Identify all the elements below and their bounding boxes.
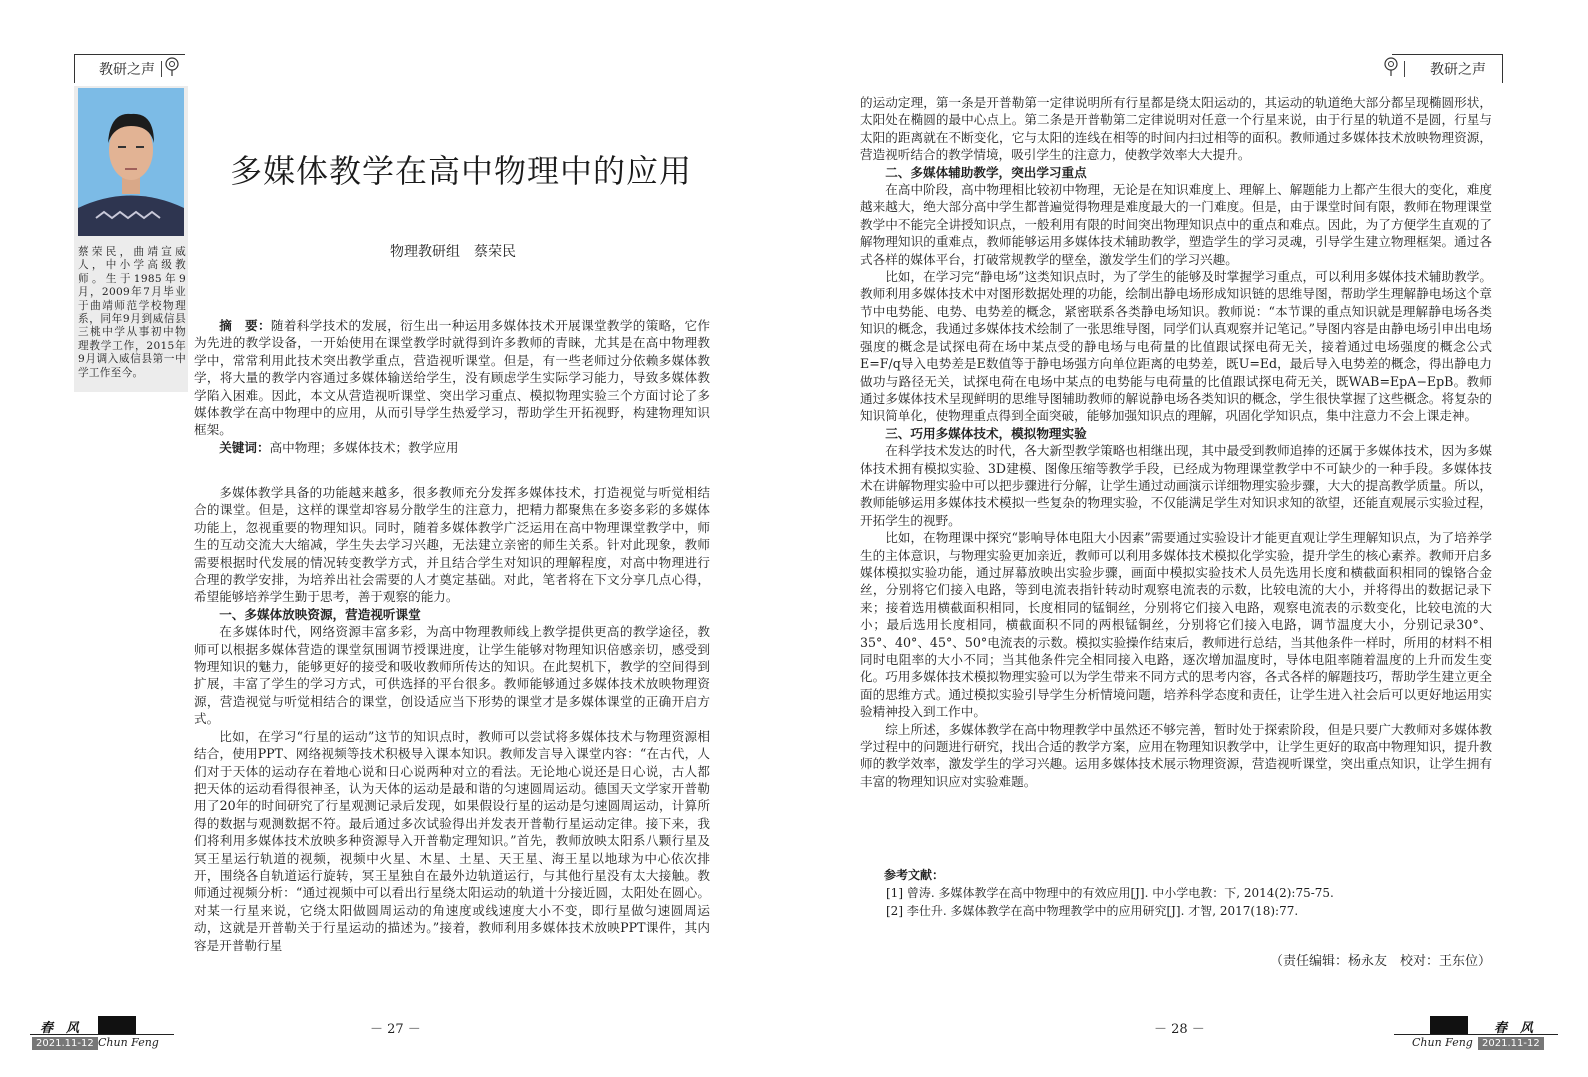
abstract-text: 随着科学技术的发展，衍生出一种运用多媒体技术开展课堂教学的策略，它作为先进的教学设备，一开始使用在课堂教学时就得到许多教师的青睐，尤其是在高中物理教学中，常常利用此技术突出教学重点，营造视听课堂。但是，有一些老师过分依赖多媒体教学，将大量的教学内容通过多媒体输送给学生，没有顾虑学生实际学习能力，导致多媒体教学陷入困难。因此，本文从营造视听课堂、突出学习重点、模拟物理实验三个方面讨论了多媒体教学在高中物理中的应用，从而引导学生热爱学习，帮助学生开拓视野，构建物理知识框架。 xyxy=(194,318,711,438)
tree-icon xyxy=(1382,57,1400,79)
intro-paragraph: 多媒体教学具备的功能越来越多，很多教师充分发挥多媒体技术，打造视觉与听觉相结合的课堂。但是，这样的课堂却容易分散学生的注意力，把精力都聚焦在多姿多彩的多媒体功能上，忽视重要的物理知识。同时，随着多媒体教学广泛运用在高中物理课堂教学中，师生的互动交流大大缩减，学生失去学习兴趣，无法建立亲密的师生关系。针对此现象，教师需要根据时代发展的情况转变教学方式，并且结合学生对知识的理解程度，对高中物理进行合理的教学安排，为培养出社会需要的人才奠定基础。对此，笔者将在下文分享几点心得，希望能够培养学生勤于思考，善于观察的能力。 xyxy=(194,485,710,605)
footer-rule xyxy=(1394,1034,1558,1035)
tree-icon xyxy=(163,57,181,79)
reference-item: [2] 李仕升. 多媒体教学在高中物理教学中的应用研究[J]. 才智, 2017(18):77. xyxy=(886,904,1299,918)
footer-brand: 春 风 xyxy=(40,1021,80,1036)
footer-brand: 春 风 xyxy=(1494,1021,1534,1036)
footer-date: 2021.11-12 xyxy=(32,1037,98,1050)
article-title: 多媒体教学在高中物理中的应用 xyxy=(230,152,693,190)
body-paragraph: 比如，在学习“行星的运动”这节的知识点时，教师可以尝试将多媒体技术与物理资源相结合，使用PPT、网络视频等技术积极导入课本知识。教师发言导入课堂内容：“在古代，人们对于天体的运动存在着地心说和日心说两种对立的看法。无论地心说还是日心说，古人都把天体的运动看得很神圣，认为天体的运动是最和谐的匀速圆周运动。德国天文学家开普勒用了20年的时间研究了行星观测记录后发现，如果假设行星的运动是匀速圆周运动，计算所得的数据与观测数据不符。最后通过多次试验得出并发表开普勒行星运动定律。接下来，我们将利用多媒体技术放映多种资源导入开普勒定理知识。”首先，教师放映太阳系八颗行星及冥王星运行轨道的视频，视频中火星、木星、土星、天王星、海王星以地球为中心依次排开，围绕各自轨道运行旋转，冥王星独自在最外边轨道运行，与其他行星没有太大接触。教师通过视频分析：“通过视频中可以看出行星绕太阳运动的轨道十分接近圆，太阳处在圆心。对某一行星来说，它绕太阳做圆周运动的角速度或线速度大小不变，即行星做匀速圆周运动，这就是开普勒关于行星运动的描述为。”接着，教师利用多媒体技术放映PPT课件，其内容是开普勒行星 xyxy=(194,728,710,953)
footer-block xyxy=(98,1016,136,1034)
footer-brand-en: Chun Feng xyxy=(98,1036,159,1049)
section-header-left xyxy=(74,54,185,83)
page-number: － 28 － xyxy=(1154,1022,1205,1037)
abstract-label: 摘 要： xyxy=(219,318,271,333)
continued-paragraph: 的运动定理，第一条是开普勒第一定律说明所有行星都是绕太阳运动的，其运动的轨道绝大部分都呈现椭圆形状，太阳处在椭圆的最中心点上。第二条是开普勒第二定律说明对任意一个行星来说，由于行星的轨道不是圆，行星与太阳的距离就在不断变化，它与太阳的连线在相等的时间内扫过相等的面积。教师通过多媒体技术放映物理资源，营造视听结合的教学情境，吸引学生的注意力，使教学效率大大提升。 xyxy=(860,95,1492,163)
section-heading: 二、多媒体辅助教学，突出学习重点 xyxy=(885,164,1087,180)
keywords-label: 关键词： xyxy=(219,439,270,455)
left-column-body xyxy=(194,484,710,954)
footer-block xyxy=(1430,1016,1468,1034)
page-number: － 27 － xyxy=(370,1022,421,1037)
body-paragraph: 在多媒体时代，网络资源丰富多彩，为高中物理教师线上教学提供更高的教学途径，教师可以根据多媒体营造的课堂氛围调节授课进度，让学生能够对物理知识倍感亲切，感受到物理知识的魅力，能够更好的接受和吸收教师所传达的知识。在此契机下，教学的空间得到扩展，丰富了学生的学习方式，可供选择的平台很多。教师能够通过多媒体技术放映物理资源，营造视觉与听觉相结合的课堂，创设适应当下形势的课堂才是多媒体课堂的正确开启方式。 xyxy=(194,624,710,727)
section-label: 教研之声 xyxy=(1430,62,1486,78)
keywords-text: 高中物理；多媒体技术；教学应用 xyxy=(269,439,459,455)
author-photo xyxy=(78,88,184,236)
header-divider xyxy=(161,61,162,77)
right-column-body xyxy=(860,94,1492,790)
references-title: 参考文献： xyxy=(884,868,945,882)
body-paragraph: 综上所述，多媒体教学在高中物理教学中虽然还不够完善，暂时处于探索阶段，但是只要广大教师对多媒体教学过程中的问题进行研究，找出合适的教学方案，应用在物理知识教学中，让学生更好的取高中物理知识，提升教师的教学效率，激发学生的学习兴趣。运用多媒体技术展示物理资源，营造视听课堂，突出重点知识，让学生拥有丰富的物理知识应对实验难题。 xyxy=(860,721,1492,789)
footer-brand-en: Chun Feng xyxy=(1412,1036,1473,1049)
references xyxy=(860,866,1492,920)
body-paragraph: 比如，在学习完“静电场”这类知识点时，为了学生的能够及时掌握学习重点，可以利用多媒体技术辅助教学。教师利用多媒体技术中对图形数据处理的功能，绘制出静电场形成知识链的思维导图，帮助学生理解静电场这个章节中电势能、电势、电势差的概念，紧密联系各类静电场知识。教师说：“本节课的重点知识就是理解静电场各类知识的概念，我通过多媒体技术绘制了一张思维导图，同学们认真观察并记笔记。”导图内容是由静电场引申出电场强度的概念是试探电荷在场中某点受的静电场与电荷量的比值跟试探电荷无关，接着通过电场强度的概念公式E=F/q导入电势差是E数值等于静电场强方向单位距离的电势差，既U=Ed，最后导入电势差的概念，得出静电力做功与路径无关，试探电荷在电场中某点的电势能与电荷量的比值跟试探电荷无关，既WAB=EpA−EpB。教师通过多媒体技术呈现鲜明的思维导图辅助教师的解说静电场各类知识的概念，学生很快掌握了这些概念。将复杂的知识简单化，使物理重点得到全面突破，能够加强知识点的理解，巩固化学知识点，集中注意力不会上课走神。 xyxy=(860,269,1492,424)
body-paragraph: 在高中阶段，高中物理相比较初中物理，无论是在知识难度上、理解上、解题能力上都产生很大的变化，难度越来越大，绝大部分高中学生都普遍觉得物理是难度最大的一门难度。但是，由于课堂时间有限，教师在物理课堂教学中不能完全讲授知识点，一般利用有限的时间突出物理知识点中的重点和难点。因此，为了方便学生直观的了解物理知识的重难点，教师能够运用多媒体技术辅助教学，塑造学生的学习灵魂，引导学生建立物理框架。通过各式各样的媒体平台，打破常规教学的壁垒，激发学生们的学习兴趣。 xyxy=(860,182,1492,267)
header-divider xyxy=(1404,61,1405,77)
body-paragraph: 在科学技术发达的时代，各大新型教学策略也相继出现，其中最受到教师追捧的还属于多媒体技术，因为多媒体技术拥有模拟实验、3D建模、图像压缩等教学手段，已经成为物理课堂教学中不可缺少的一种手段。多媒体技术在讲解物理实验中可以把步骤进行分解，让学生通过动画演示详细物理实验步骤，大大的提高教学质量。所以，教师能够运用多媒体技术模拟一些复杂的物理实验，不仅能满足学生对知识求知的欲望，还能直观展示实验过程，开拓学生的视野。 xyxy=(860,443,1492,528)
author-bio: 蔡荣民，曲靖宣威人，中小学高级教师。生于1985年9月，2009年7月毕业于曲靖师范学校物理系，同年9月到威信县三桃中学从事初中物理教学工作，2015年9月调入威信县第一中学工作至今。 xyxy=(78,246,186,379)
section-header-right xyxy=(1392,54,1503,83)
footer-date: 2021.11-12 xyxy=(1478,1037,1544,1050)
section-heading: 三、巧用多媒体技术，模拟物理实验 xyxy=(885,425,1087,441)
reference-item: [1] 曾涛. 多媒体教学在高中物理中的有效应用[J]. 中小学电教：下, 2014(2):75-75. xyxy=(886,886,1334,900)
article-byline: 物理教研组 蔡荣民 xyxy=(390,244,516,260)
author-sidebar xyxy=(74,86,188,392)
abstract-block xyxy=(194,317,710,456)
editor-credit: （责任编辑：杨永友 校对：王东位） xyxy=(1270,954,1492,969)
body-paragraph: 比如，在物理课中探究“影响导体电阻大小因素”需要通过实验设计才能更直观让学生理解知识点，为了培养学生的主体意识，与物理实验更加亲近，教师可以利用多媒体技术模拟化学实验，提升学生的核心素养。教师开启多媒体模拟实验功能，通过屏幕放映出实验步骤，画面中模拟实验技术人员先选用长度和横截面积相同的镍铬合金丝，分别将它们接入电路，等到电流表指针转动时观察电流表的示数，比较电流的大小，并将得出的数据记录下来；接着选用横截面积相同，长度相同的锰铜丝，分别将它们接入电路，观察电流表的示数变化，比较电流的大小；最后选用长度相同，横截面积不同的两根锰铜丝，分别将它们接入电路，调节温度大小，分别记录30°、35°、40°、45°、50°电流表的示数。模拟实验操作结束后，教师进行总结，当其他条件一样时，所用的材料不相同时电阻率的大小不同；当其他条件完全相同接入电路，逐次增加温度时，导体电阻率随着温度的上升而发生变化。巧用多媒体技术模拟物理实验可以为学生带来不同方式的思考内容，各式各样的解题技巧，帮助学生建立更全面的思维方式。通过模拟实验引导学生分析情境问题，培养科学态度和责任，让学生进入社会后可以更好地运用实验精神投入到工作中。 xyxy=(860,530,1492,720)
section-label: 教研之声 xyxy=(99,62,155,78)
section-heading: 一、多媒体放映资源，营造视听课堂 xyxy=(219,606,421,622)
